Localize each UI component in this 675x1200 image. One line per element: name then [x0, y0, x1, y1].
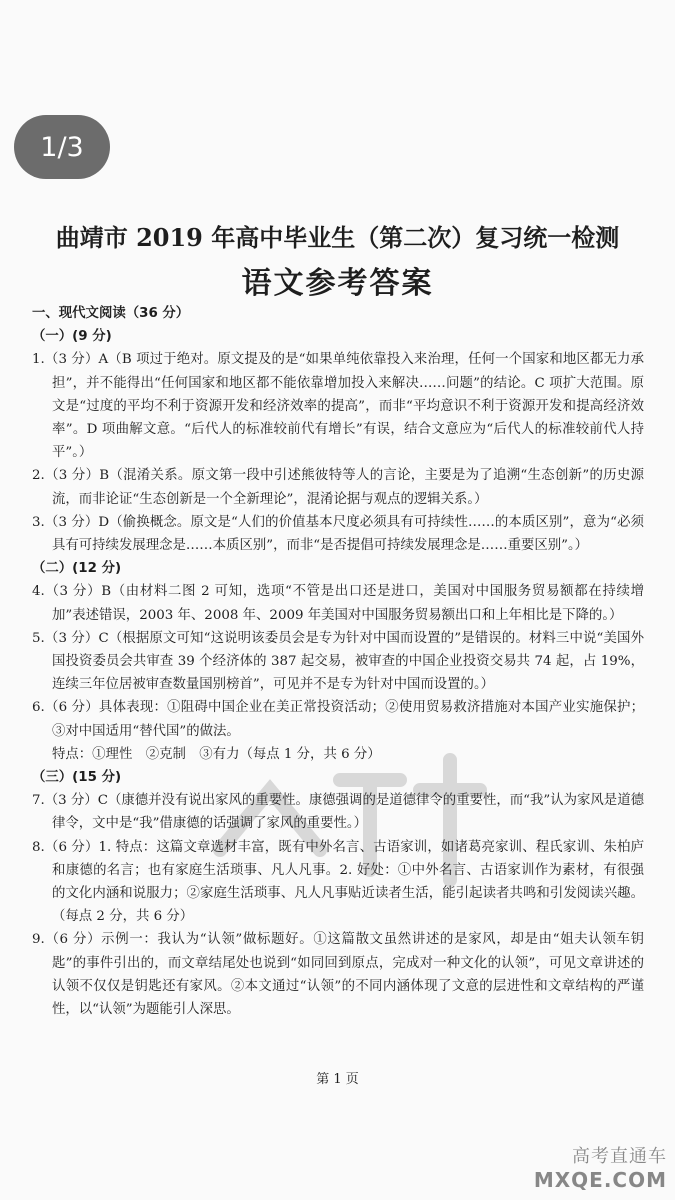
answer-item: 7.（3 分）C（康德并没有说出家风的重要性。康德强调的是道德律令的重要性，而“我”认为家风是道德律令，文中是“我”借康德的话强调了家风的重要性。） [32, 793, 644, 832]
page-indicator-badge[interactable]: 1/3 [14, 115, 110, 179]
answer-item: 4.（3 分）B（由材料二图 2 可知，选项“不管是出口还是进口，美国对中国服务贸易额都在持续增加”表述错误，2003 年、2008 年、2009 年美国对中国服务贸易额出口和上年相比是下降的。） [32, 584, 644, 623]
part-heading: （二）(12 分) [32, 561, 122, 577]
answer-item: 1.（3 分）A（B 项过于绝对。原文提及的是“如果单纯依靠投入来治理，任何一个国家和地区都无力承担”，并不能得出“任何国家和地区都不能依靠增加投入来解决……问题”的结论。C 项扩大范围。原文是“过度的平均不利于资源开发和经济效率的提高”，而非“平均意识不利于资源开发和提高经济效率”。D 项曲解文意。“后代人的标准较前代有增长”有误，结合文意应为“后代人的标准较前代人持平”。） [32, 352, 644, 461]
section-heading: 一、现代文阅读（36 分） [32, 306, 190, 321]
watermark-text: 高考直通车 [572, 1146, 667, 1167]
answer-item: 2.（3 分）B（混淆关系。原文第一段中引述熊彼特等人的言论，主要是为了追溯“生态创新”的历史源流，而非论证“生态创新是一个全新理论”，混淆论据与观点的逻辑关系。） [32, 468, 644, 507]
answer-item: 3.（3 分）D（偷换概念。原文是“人们的价值基本尺度必须具有可持续性……的本质区别”，意为“必须具有可持续发展理念是……本质区别”，而非“是否提倡可持续发展理念是……重要区别”。） [32, 514, 644, 554]
answer-item: 6.（6 分）具体表现：①阻碍中国企业在美正常投资活动；②使用贸易救济措施对本国产业实施保护；③对中国适用“替代国”的做法。 [32, 700, 644, 739]
document-title: 曲靖市 2019 年高中毕业生（第二次）复习统一检测 [55, 223, 620, 252]
document-subtitle: 语文参考答案 [241, 266, 434, 301]
watermark-url: MXQE.COM [533, 1168, 667, 1192]
answer-item-extra: 特点：①理性 ②克制 ③有力（每点 1 分，共 6 分） [52, 746, 381, 762]
answer-item: 5.（3 分）C（根据原文可知“这说明该委员会是专为针对中国而设置的”是错误的。材料三中说“美国外国投资委员会共审查 39 个经济体的 387 起交易，被审查的中国企业投资交易共 74 起，占 19%，连续三年位居被审查数量国别榜首”，可见并不是专为针对中国而设置的。） [32, 630, 644, 693]
part-heading: （一）(9 分) [32, 329, 112, 345]
answer-item: 8.（6 分）1. 特点：这篇文章选材丰富，既有中外名言、古语家训，如诸葛亮家训、程氏家训、朱柏庐和康德的名言；也有家庭生活琐事、凡人凡事。2. 好处：①中外名言、古语家训作为素材，有很强的文化内涵和说服力；②家庭生活琐事、凡人凡事贴近读者生活，能引起读者共鸣和引发阅读兴趣。（每点 2 分，共 6 分） [32, 839, 644, 925]
page-number: 第 1 页 [316, 1072, 359, 1087]
answer-content [32, 302, 644, 1021]
answer-item: 9.（6 分）示例一：我认为“认领”做标题好。①这篇散文虽然讲述的是家风，却是由“姐夫认领车钥匙”的事件引出的，而文章结尾处也说到“如同回到原点，完成对一种文化的认领”，可见文章讲述的认领不仅仅是钥匙还有家风。②本文通过“认领”的不同内涵体现了文意的层进性和文章结构的严谨性，以“认领”为题能引人深思。 [32, 932, 644, 1018]
site-watermark [534, 1142, 667, 1192]
part-heading: （三）(15 分) [32, 770, 122, 786]
